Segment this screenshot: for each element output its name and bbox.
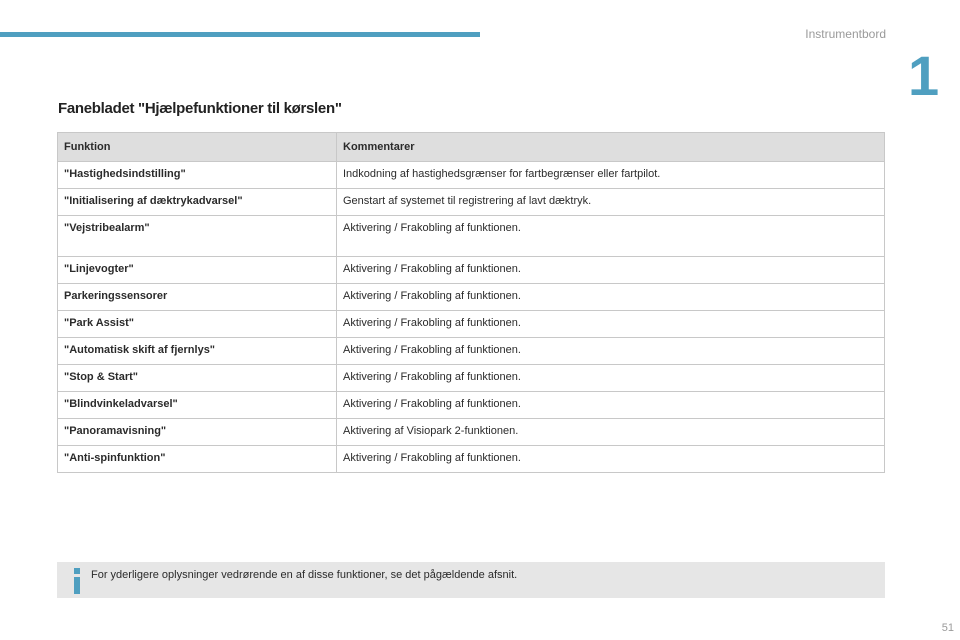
- comment-cell: Aktivering / Frakobling af funktionen.: [337, 284, 885, 311]
- comment-cell: Genstart af systemet til registrering af lavt dæktryk.: [337, 189, 885, 216]
- function-cell: "Blindvinkeladvarsel": [58, 392, 337, 419]
- column-header-function: Funktion: [58, 133, 337, 162]
- table-row: [58, 162, 885, 189]
- comment-cell: Aktivering / Frakobling af funktionen.: [337, 365, 885, 392]
- info-note-text: For yderligere oplysninger vedrørende en af disse funktioner, se det pågældende afsnit.: [91, 569, 518, 581]
- table-header-row: [58, 133, 885, 162]
- function-cell: "Anti-spinfunktion": [58, 446, 337, 473]
- table-row: [58, 284, 885, 311]
- table-row: [58, 419, 885, 446]
- comment-cell: Aktivering af Visiopark 2-funktionen.: [337, 419, 885, 446]
- comment-cell: Aktivering / Frakobling af funktionen.: [337, 311, 885, 338]
- function-cell: "Panoramavisning": [58, 419, 337, 446]
- chapter-number: 1: [908, 44, 940, 107]
- table-row: [58, 189, 885, 216]
- info-note: [57, 562, 885, 598]
- comment-cell: Aktivering / Frakobling af funktionen.: [337, 257, 885, 284]
- table-row: [58, 311, 885, 338]
- chapter-label: Instrumentbord: [805, 27, 886, 41]
- function-cell: "Park Assist": [58, 311, 337, 338]
- comment-cell: Indkodning af hastighedsgrænser for fartbegrænser eller fartpilot.: [337, 162, 885, 189]
- comment-cell: Aktivering / Frakobling af funktionen.: [337, 216, 885, 257]
- function-cell: "Automatisk skift af fjernlys": [58, 338, 337, 365]
- function-cell: "Hastighedsindstilling": [58, 162, 337, 189]
- table-row: [58, 257, 885, 284]
- function-cell: "Vejstribealarm": [58, 216, 337, 257]
- function-cell: Parkeringssensorer: [58, 284, 337, 311]
- table-row: [58, 338, 885, 365]
- comment-cell: Aktivering / Frakobling af funktionen.: [337, 338, 885, 365]
- column-header-comment: Kommentarer: [337, 133, 885, 162]
- comment-cell: Aktivering / Frakobling af funktionen.: [337, 392, 885, 419]
- header-accent-bar: [0, 32, 480, 37]
- page-number: 51: [941, 622, 954, 634]
- functions-table: [57, 132, 885, 473]
- table-row: [58, 365, 885, 392]
- table-row: [58, 392, 885, 419]
- function-cell: "Stop & Start": [58, 365, 337, 392]
- table-row: [58, 446, 885, 473]
- comment-cell: Aktivering / Frakobling af funktionen.: [337, 446, 885, 473]
- function-cell: "Initialisering af dæktrykadvarsel": [58, 189, 337, 216]
- table-row: [58, 216, 885, 257]
- info-icon: [71, 568, 83, 594]
- section-title: Fanebladet "Hjælpefunktioner til kørslen": [58, 100, 342, 117]
- function-cell: "Linjevogter": [58, 257, 337, 284]
